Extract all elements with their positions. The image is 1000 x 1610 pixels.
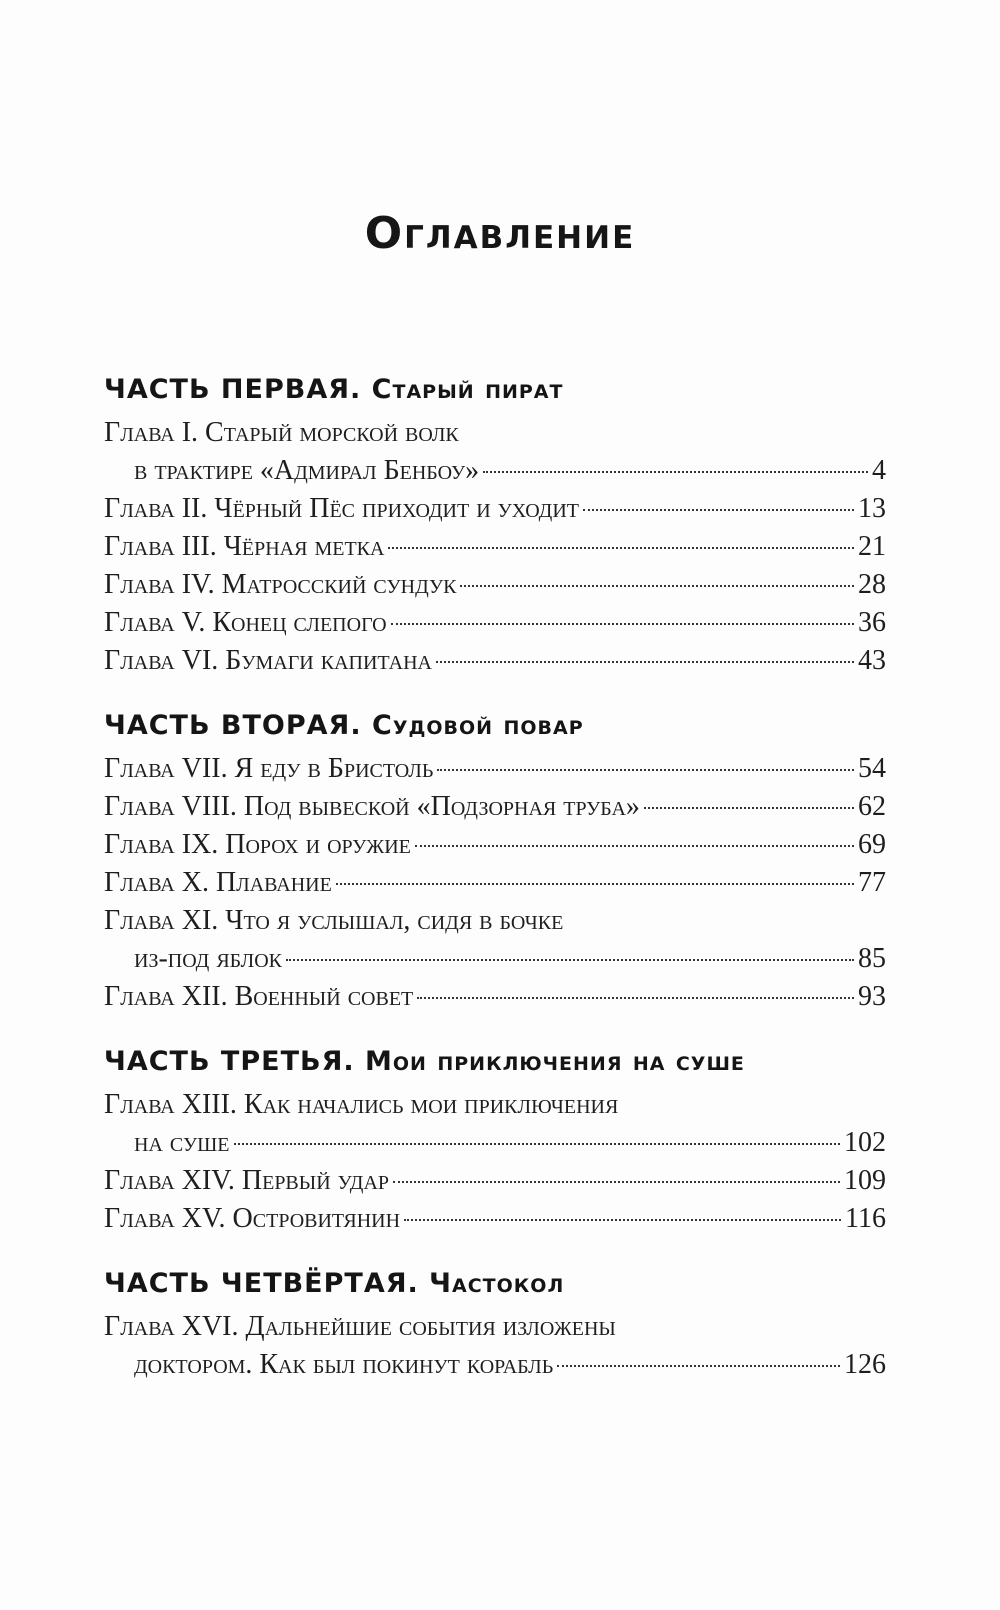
toc-entry[interactable]: [104, 978, 886, 1016]
page-number: 4: [872, 455, 886, 486]
toc-entry[interactable]: [104, 1086, 886, 1162]
page-number: 28: [858, 569, 886, 600]
toc-part: [104, 1044, 886, 1238]
page-number: 62: [858, 791, 886, 822]
part-heading: ЧАСТЬ ЧЕТВЁРТАЯ. Частокол: [104, 1268, 565, 1299]
chapter-title: Глава XVI. Дальнейшие события изложены: [104, 1311, 616, 1342]
dot-leader: [391, 623, 854, 625]
dot-leader: [286, 959, 854, 961]
toc-entry[interactable]: [104, 490, 886, 528]
toc-entry[interactable]: [104, 902, 886, 978]
chapter-title: на суше: [134, 1127, 230, 1158]
chapter-title: Глава VII. Я еду в Бристоль: [104, 753, 434, 784]
part-heading: ЧАСТЬ ВТОРАЯ. Судовой повар: [104, 710, 584, 741]
chapter-title: Глава X. Плавание: [104, 867, 332, 898]
page-number: 102: [844, 1127, 886, 1158]
chapter-title: Глава VIII. Под вывеской «Подзорная труба»: [104, 791, 640, 822]
chapter-title: Глава IV. Матросский сундук: [104, 569, 457, 600]
page-number: 93: [858, 981, 886, 1012]
chapter-title: Глава V. Конец слепого: [104, 607, 387, 638]
chapter-title: доктором. Как был покинут корабль: [134, 1349, 554, 1380]
page-number: 69: [858, 829, 886, 860]
dot-leader: [393, 1181, 840, 1183]
dot-leader: [234, 1143, 840, 1145]
page-number: 116: [845, 1203, 886, 1234]
dot-leader: [436, 661, 854, 663]
dot-leader: [336, 883, 854, 885]
dot-leader: [583, 509, 854, 511]
dot-leader: [415, 845, 854, 847]
chapter-title: Глава IX. Порох и оружие: [104, 829, 411, 860]
toc-part: [104, 708, 886, 1016]
page-number: 109: [844, 1165, 886, 1196]
chapter-title: Глава XIV. Первый удар: [104, 1165, 390, 1196]
toc-entry[interactable]: [104, 1308, 886, 1384]
chapter-title: Глава XIII. Как начались мои приключения: [104, 1089, 619, 1120]
dot-leader: [483, 471, 868, 473]
toc-entry[interactable]: [104, 604, 886, 642]
page-number: 13: [858, 493, 886, 524]
dot-leader: [388, 547, 854, 549]
chapter-title: Глава III. Чёрная метка: [104, 531, 385, 562]
chapter-title: Глава XI. Что я услышал, сидя в бочке: [104, 905, 564, 936]
part-heading: ЧАСТЬ ПЕРВАЯ. Старый пират: [104, 374, 564, 405]
page-number: 54: [858, 753, 886, 784]
dot-leader: [644, 807, 854, 809]
chapter-title: Глава VI. Бумаги капитана: [104, 645, 432, 676]
toc-entry[interactable]: [104, 566, 886, 604]
toc-entry[interactable]: [104, 1200, 886, 1238]
toc-entry[interactable]: [104, 788, 886, 826]
dot-leader: [437, 769, 854, 771]
dot-leader: [417, 997, 854, 999]
toc-entry[interactable]: [104, 864, 886, 902]
page-number: 85: [858, 943, 886, 974]
toc-part: [104, 1266, 886, 1384]
page-number: 36: [858, 607, 886, 638]
toc-entry[interactable]: [104, 1162, 886, 1200]
toc-entry[interactable]: [104, 750, 886, 788]
chapter-title: Глава XII. Военный совет: [104, 981, 414, 1012]
chapter-title: в трактире «Адмирал Бенбоу»: [134, 455, 480, 486]
page-number: 126: [844, 1349, 886, 1380]
dot-leader: [404, 1219, 841, 1221]
table-of-contents: [104, 372, 886, 1412]
toc-entry[interactable]: [104, 528, 886, 566]
chapter-title: Глава I. Старый морской волк: [104, 417, 459, 448]
page-number: 21: [858, 531, 886, 562]
dot-leader: [460, 585, 854, 587]
toc-entry[interactable]: [104, 414, 886, 490]
chapter-title: из-под яблок: [134, 943, 282, 974]
part-heading: ЧАСТЬ ТРЕТЬЯ. Мои приключения на суше: [104, 1046, 745, 1077]
chapter-title: Глава XV. Островитянин: [104, 1203, 401, 1234]
toc-entry[interactable]: [104, 642, 886, 680]
page-number: 43: [858, 645, 886, 676]
page-title: Оглавление: [364, 208, 636, 259]
page-number: 77: [858, 867, 886, 898]
toc-part: [104, 372, 886, 680]
toc-entry[interactable]: [104, 826, 886, 864]
dot-leader: [557, 1365, 840, 1367]
chapter-title: Глава II. Чёрный Пёс приходит и уходит: [104, 493, 579, 524]
